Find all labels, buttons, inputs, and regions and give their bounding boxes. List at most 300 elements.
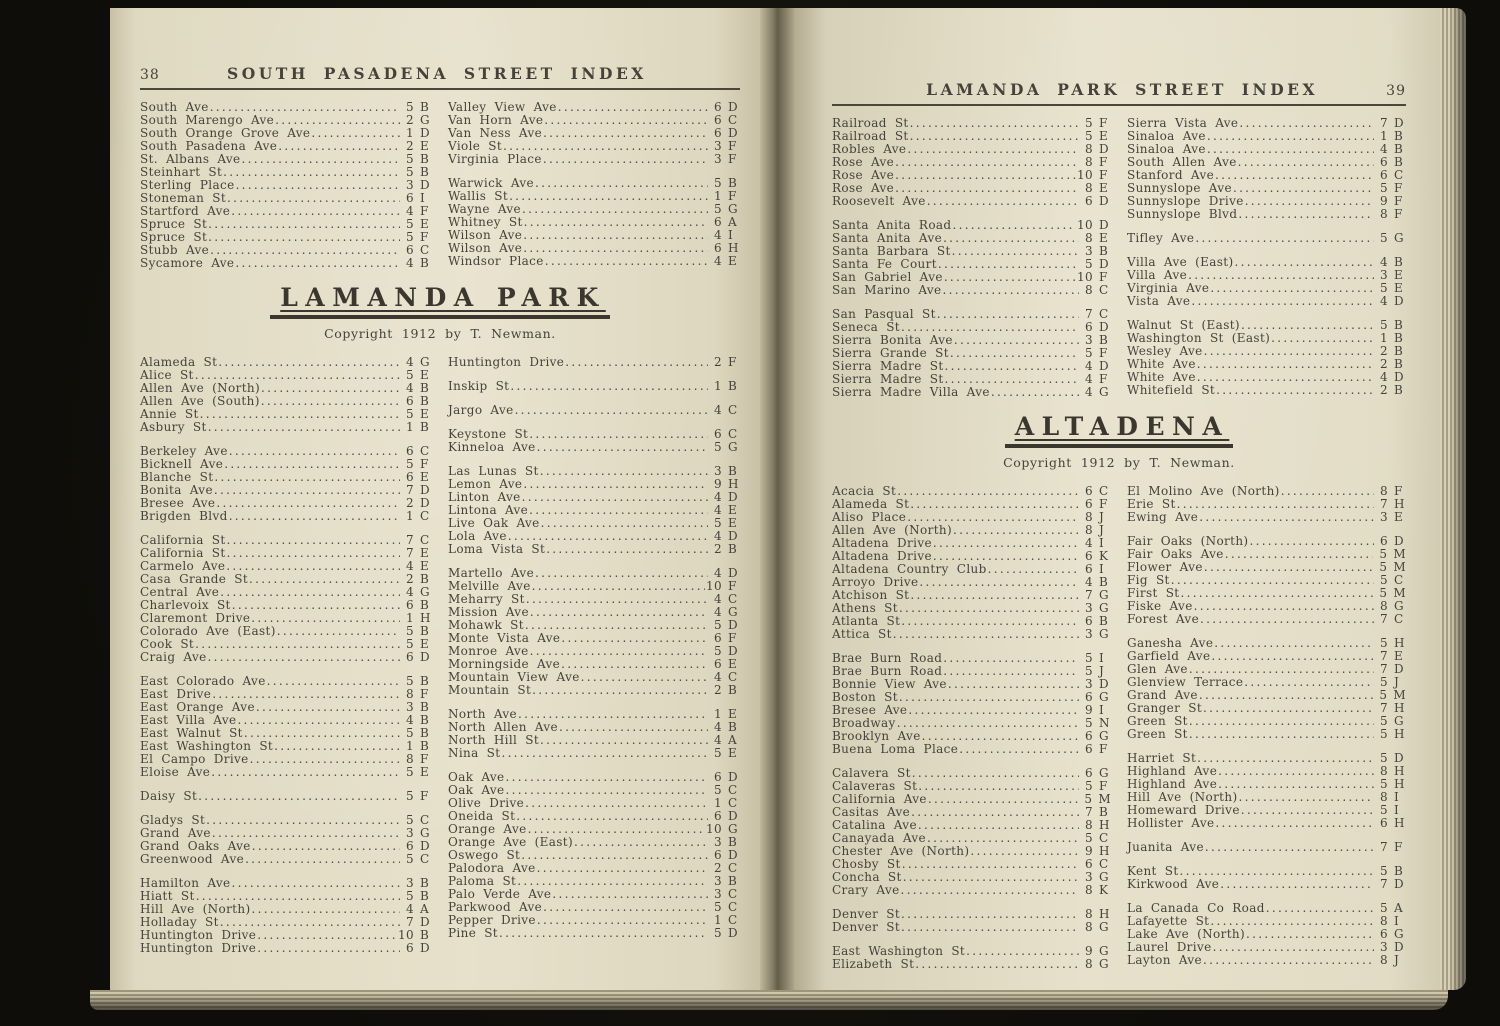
grid-number: 8 — [1085, 883, 1093, 897]
grid-number: 3 — [714, 887, 722, 901]
grid-number: 10 — [1077, 218, 1093, 232]
dot-leader — [561, 632, 708, 645]
dot-leader — [942, 284, 1079, 297]
grid-number: 4 — [1380, 142, 1388, 156]
grid-letter: B — [1099, 805, 1109, 819]
grid-letter: D — [1394, 370, 1404, 384]
grid-letter: B — [1099, 333, 1109, 347]
entry-group — [1127, 319, 1406, 397]
grid-number: 3 — [406, 826, 414, 840]
street-name: Orange Ave (East) — [448, 835, 573, 849]
dot-leader — [226, 560, 400, 573]
index-entry — [832, 284, 1111, 297]
street-name: Ewing Ave — [1127, 510, 1199, 524]
grid-letter: E — [728, 254, 738, 268]
street-name: Sunnyslope Ave — [1127, 181, 1232, 195]
grid-letter: E — [1394, 510, 1404, 524]
grid-number: 4 — [714, 566, 722, 580]
grid-letter: F — [728, 579, 737, 593]
index-entry — [1127, 232, 1406, 245]
dot-leader — [1239, 117, 1374, 130]
grid-letter: D — [728, 770, 738, 784]
street-name: Colorado Ave (East) — [140, 624, 276, 638]
grid-number: 4 — [1085, 372, 1093, 386]
street-name: Inskip St — [448, 379, 510, 393]
street-name: Walnut St (East) — [1127, 318, 1240, 332]
street-name: Flower Ave — [1127, 560, 1203, 574]
grid-number: 6 — [1085, 320, 1093, 334]
street-name: Jargo Ave — [448, 403, 514, 417]
grid-letter: G — [728, 202, 738, 216]
dot-leader — [1188, 269, 1374, 282]
street-name: San Gabriel Ave — [832, 270, 943, 284]
grid-letter: D — [1099, 677, 1109, 691]
dot-leader — [1194, 600, 1374, 613]
grid-number: 5 — [1380, 714, 1388, 728]
index-entry — [1127, 954, 1406, 967]
dot-leader — [311, 127, 400, 140]
grid-number: 9 — [714, 477, 722, 491]
dot-leader — [910, 117, 1079, 130]
grid-number: 5 — [1380, 573, 1388, 587]
grid-number: 4 — [406, 355, 414, 369]
index-entry — [832, 195, 1111, 208]
grid-number: 8 — [406, 752, 414, 766]
dot-leader — [893, 628, 1079, 641]
street-name: Mohawk St — [448, 618, 524, 632]
street-name: Bonnie View Ave — [832, 677, 947, 691]
grid-number: 7 — [406, 483, 414, 497]
grid-letter: B — [420, 420, 430, 434]
grid-letter: B — [728, 464, 738, 478]
grid-number: 6 — [406, 941, 414, 955]
dot-leader — [581, 671, 708, 684]
grid-number: 5 — [406, 407, 414, 421]
grid-letter: D — [420, 941, 430, 955]
dot-leader — [214, 484, 400, 497]
grid-letter: C — [420, 509, 430, 523]
dot-leader — [950, 347, 1079, 360]
grid-letter: G — [1099, 601, 1109, 615]
index-entry — [448, 684, 740, 697]
grid-letter: D — [1394, 294, 1404, 308]
dot-leader — [988, 563, 1079, 576]
grid-number: 7 — [406, 533, 414, 547]
dot-leader — [895, 156, 1079, 169]
grid-number: 6 — [1085, 742, 1093, 756]
grid-number: 3 — [714, 464, 722, 478]
dot-leader — [208, 421, 400, 434]
grid-letter: G — [1099, 920, 1109, 934]
street-name: Granger St — [1127, 701, 1203, 715]
dot-leader — [229, 445, 400, 458]
grid-letter: E — [728, 657, 738, 671]
dot-leader — [1203, 954, 1374, 967]
index-column — [140, 356, 432, 955]
street-name: Highland Ave — [1127, 777, 1218, 791]
grid-letter: N — [1099, 716, 1110, 730]
entry-group — [1127, 485, 1406, 524]
entry-group — [140, 534, 432, 664]
grid-letter: D — [1394, 662, 1404, 676]
street-name: Windsor Place — [448, 254, 544, 268]
dot-leader — [1238, 791, 1374, 804]
dot-leader — [928, 793, 1078, 806]
street-name: Harriet St — [1127, 751, 1197, 765]
grid-number: 5 — [1085, 664, 1093, 678]
dot-leader — [540, 465, 708, 478]
street-name: Acacia St — [832, 484, 897, 498]
grid-letter: C — [1099, 831, 1109, 845]
grid-number: 1 — [406, 509, 414, 523]
page-spread — [26, 8, 1478, 990]
street-name: Holladay St — [140, 915, 219, 929]
street-name: Parkwood Ave — [448, 900, 543, 914]
grid-number: 1 — [406, 739, 414, 753]
dot-leader — [1195, 232, 1374, 245]
grid-letter: D — [728, 809, 738, 823]
grid-letter: E — [728, 707, 738, 721]
open-book — [26, 8, 1478, 1016]
grid-number: 1 — [406, 611, 414, 625]
dot-leader — [237, 714, 400, 727]
grid-number: 1 — [714, 913, 722, 927]
grid-letter: K — [1099, 883, 1109, 897]
dot-leader — [214, 471, 400, 484]
grid-letter: H — [1394, 727, 1405, 741]
street-name: East Drive — [140, 687, 212, 701]
copyright-line: Copyright 1912 by T. Newman. — [1003, 455, 1235, 470]
grid-letter: C — [1394, 168, 1404, 182]
grid-number: 5 — [406, 457, 414, 471]
street-name: Grand Ave — [140, 826, 211, 840]
grid-number: 6 — [714, 631, 722, 645]
grid-number: 5 — [1085, 346, 1093, 360]
grid-number: 5 — [714, 746, 722, 760]
dot-leader — [1281, 485, 1374, 498]
index-entry — [448, 747, 740, 760]
dot-leader — [257, 929, 397, 942]
grid-letter: G — [1099, 385, 1109, 399]
street-name: Bresee Ave — [832, 703, 908, 717]
index-column — [1127, 117, 1406, 399]
grid-number: 3 — [1085, 601, 1093, 615]
dot-leader — [1200, 613, 1374, 626]
grid-number: 8 — [1085, 155, 1093, 169]
entry-group — [1127, 232, 1406, 245]
street-name: Kent St — [1127, 864, 1179, 878]
grid-number: 3 — [714, 835, 722, 849]
grid-letter: F — [1099, 155, 1108, 169]
street-name: St. Albans Ave — [140, 152, 241, 166]
entry-group — [448, 708, 740, 760]
entry-group — [832, 908, 1111, 934]
dot-leader — [1266, 902, 1374, 915]
grid-letter: D — [1394, 940, 1404, 954]
street-name: Lintona Ave — [448, 503, 529, 517]
grid-letter: I — [1394, 914, 1400, 928]
index-entry — [832, 921, 1111, 934]
grid-letter: B — [1394, 155, 1404, 169]
grid-number: 4 — [714, 670, 722, 684]
index-entry — [832, 884, 1111, 897]
street-name: Wesley Ave — [1127, 344, 1203, 358]
grid-letter: C — [1099, 857, 1109, 871]
grid-letter: G — [420, 355, 430, 369]
street-name: South Marengo Ave — [140, 113, 275, 127]
grid-number: 7 — [1085, 805, 1093, 819]
grid-number: 1 — [714, 707, 722, 721]
grid-letter: B — [728, 176, 738, 190]
grid-number: 8 — [1085, 920, 1093, 934]
grid-letter: I — [1394, 803, 1400, 817]
dot-leader — [256, 701, 400, 714]
street-name: Mission Ave — [448, 605, 529, 619]
street-name: Sycamore Ave — [140, 256, 235, 270]
entry-group — [448, 465, 740, 556]
grid-number: 6 — [714, 809, 722, 823]
grid-letter: F — [1099, 372, 1108, 386]
street-name: Grand Oaks Ave — [140, 839, 251, 853]
grid-letter: D — [420, 839, 430, 853]
street-name: Nina St — [448, 746, 501, 760]
grid-number: 2 — [406, 572, 414, 586]
dot-leader — [529, 428, 708, 441]
street-name: Martello Ave — [448, 566, 535, 580]
grid-letter: F — [420, 204, 429, 218]
grid-letter: B — [420, 713, 430, 727]
street-name: Lafayette St — [1127, 914, 1210, 928]
entry-group — [140, 101, 432, 270]
grid-letter: F — [728, 152, 737, 166]
index-entry — [1127, 878, 1406, 891]
grid-number: 5 — [406, 230, 414, 244]
grid-letter: B — [420, 394, 430, 408]
street-name: Oneida St — [448, 809, 516, 823]
entry-group — [140, 814, 432, 866]
grid-letter: M — [1393, 560, 1406, 574]
dot-leader — [195, 638, 400, 651]
grid-number: 6 — [406, 598, 414, 612]
street-name: Van Horn Ave — [448, 113, 544, 127]
index-entry — [448, 404, 740, 417]
dot-leader — [943, 652, 1079, 665]
entry-group — [1127, 752, 1406, 830]
dot-leader — [236, 179, 400, 192]
grid-letter: C — [1099, 307, 1109, 321]
dot-leader — [1205, 841, 1374, 854]
street-name: Sierra Madre St — [832, 359, 944, 373]
grid-number: 3 — [406, 700, 414, 714]
grid-letter: B — [1394, 344, 1404, 358]
street-name: Steinhart St — [140, 165, 223, 179]
street-name: Denver St — [832, 907, 901, 921]
index-entry — [1127, 728, 1406, 741]
grid-letter: B — [1394, 255, 1404, 269]
street-name: Villa Ave — [1127, 268, 1188, 282]
grid-letter: F — [420, 752, 429, 766]
index-column — [140, 101, 432, 270]
grid-letter: B — [1394, 129, 1404, 143]
dot-leader — [552, 888, 708, 901]
street-name: Erie St — [1127, 497, 1176, 511]
street-name: Chosby St — [832, 857, 901, 871]
street-name: Altadena Drive — [832, 536, 932, 550]
entry-group — [448, 101, 740, 166]
entry-group — [448, 177, 740, 268]
grid-number: 5 — [406, 100, 414, 114]
index-entry — [140, 510, 432, 523]
page-38 — [110, 8, 760, 990]
street-name: Palo Verde Ave — [448, 887, 552, 901]
street-name: Elizabeth St — [832, 957, 915, 971]
grid-number: 5 — [406, 637, 414, 651]
street-name: Loma Vista St — [448, 542, 546, 556]
grid-number: 1 — [714, 189, 722, 203]
street-name: Huntington Drive — [448, 355, 565, 369]
street-name: Startford Ave — [140, 204, 231, 218]
grid-letter: J — [1394, 953, 1400, 967]
grid-number: 5 — [1380, 675, 1388, 689]
grid-letter: D — [728, 926, 738, 940]
dot-leader — [943, 232, 1079, 245]
grid-letter: D — [728, 618, 738, 632]
street-name: Blanche St — [140, 470, 214, 484]
street-name: Wilson Ave — [448, 228, 523, 242]
grid-number: 2 — [714, 683, 722, 697]
dot-leader — [954, 334, 1079, 347]
street-name: Green St — [1127, 727, 1188, 741]
grid-number: 5 — [406, 165, 414, 179]
grid-number: 8 — [1380, 599, 1388, 613]
grid-letter: E — [420, 217, 430, 231]
street-name: Hill Ave (North) — [140, 902, 251, 916]
grid-number: 6 — [406, 839, 414, 853]
grid-letter: I — [1099, 562, 1105, 576]
grid-letter: G — [728, 440, 738, 454]
grid-letter: E — [420, 765, 430, 779]
grid-number: 5 — [714, 618, 722, 632]
entry-group — [140, 356, 432, 434]
street-name: Hill Ave (North) — [1127, 790, 1238, 804]
street-name: Garfield Ave — [1127, 649, 1211, 663]
grid-number: 4 — [714, 254, 722, 268]
dot-leader — [901, 884, 1079, 897]
street-name: Highland Ave — [1127, 764, 1218, 778]
grid-letter: H — [1394, 701, 1405, 715]
street-name: Arroyo Drive — [832, 575, 919, 589]
street-name: Greenwood Ave — [140, 852, 245, 866]
grid-letter: H — [1394, 816, 1405, 830]
grid-number: 10 — [706, 822, 722, 836]
grid-number: 5 — [406, 152, 414, 166]
grid-number: 8 — [1380, 790, 1388, 804]
street-name: Tifley Ave — [1127, 231, 1195, 245]
grid-letter: B — [420, 100, 430, 114]
index-entry — [832, 743, 1111, 756]
entry-group — [832, 945, 1111, 971]
dot-leader — [1203, 702, 1374, 715]
grid-number: 5 — [1379, 560, 1388, 574]
street-name: Berkeley Ave — [140, 444, 228, 458]
grid-number: 3 — [406, 178, 414, 192]
grid-letter: I — [420, 191, 426, 205]
grid-letter: E — [1394, 649, 1404, 663]
grid-letter: G — [728, 822, 738, 836]
grid-letter: E — [420, 368, 430, 382]
entry-group — [140, 675, 432, 779]
dot-leader — [267, 675, 400, 688]
index-column — [448, 356, 740, 955]
dot-leader — [231, 877, 400, 890]
running-head: LAMANDA PARK STREET INDEX — [926, 80, 1318, 99]
grid-letter: B — [420, 739, 430, 753]
dot-leader — [224, 458, 400, 471]
grid-letter: B — [420, 928, 430, 942]
dot-leader — [944, 271, 1076, 284]
street-name: Eloise Ave — [140, 765, 211, 779]
grid-number: 5 — [406, 852, 414, 866]
street-name: Roosevelt Ave — [832, 194, 926, 208]
grid-letter: D — [420, 496, 430, 510]
grid-letter: A — [728, 215, 738, 229]
street-name: Oak Ave — [448, 770, 505, 784]
grid-letter: G — [728, 605, 738, 619]
dot-leader — [525, 797, 708, 810]
dot-leader — [516, 810, 708, 823]
index-entry — [140, 421, 432, 434]
dot-leader — [227, 534, 400, 547]
street-name: Laurel Drive — [1127, 940, 1212, 954]
street-name: Kirkwood Ave — [1127, 877, 1220, 891]
index-entry — [1127, 511, 1406, 524]
street-name: Orange Ave — [448, 822, 527, 836]
grid-number: 5 — [714, 783, 722, 797]
index-entry — [1127, 208, 1406, 221]
grid-number: 4 — [406, 559, 414, 573]
grid-number: 2 — [714, 861, 722, 875]
grid-number: 4 — [1380, 370, 1388, 384]
dot-leader — [910, 130, 1079, 143]
dot-leader — [537, 862, 708, 875]
grid-letter: E — [1394, 281, 1404, 295]
dot-leader — [509, 190, 708, 203]
dot-leader — [901, 615, 1079, 628]
grid-number: 5 — [406, 889, 414, 903]
street-name: Linton Ave — [448, 490, 521, 504]
street-name: Catalina Ave — [832, 818, 917, 832]
grid-number: 3 — [1085, 677, 1093, 691]
dot-leader — [943, 665, 1079, 678]
street-name: Monroe Ave — [448, 644, 529, 658]
grid-number: 10 — [398, 928, 414, 942]
street-name: First St — [1127, 586, 1180, 600]
street-name: Mountain View Ave — [448, 670, 580, 684]
street-name: Hiatt St — [140, 889, 195, 903]
grid-number: 5 — [406, 674, 414, 688]
dot-leader — [1171, 574, 1374, 587]
index-entry — [448, 927, 740, 940]
street-name: Olive Drive — [448, 796, 525, 810]
street-name: Atchison St — [832, 588, 910, 602]
grid-letter: D — [1099, 218, 1109, 232]
dot-leader — [953, 524, 1079, 537]
street-name: East Villa Ave — [140, 713, 237, 727]
street-name: Atlanta St — [832, 614, 901, 628]
grid-number: 6 — [1085, 484, 1093, 498]
grid-letter: F — [1099, 270, 1108, 284]
dot-leader — [211, 766, 400, 779]
